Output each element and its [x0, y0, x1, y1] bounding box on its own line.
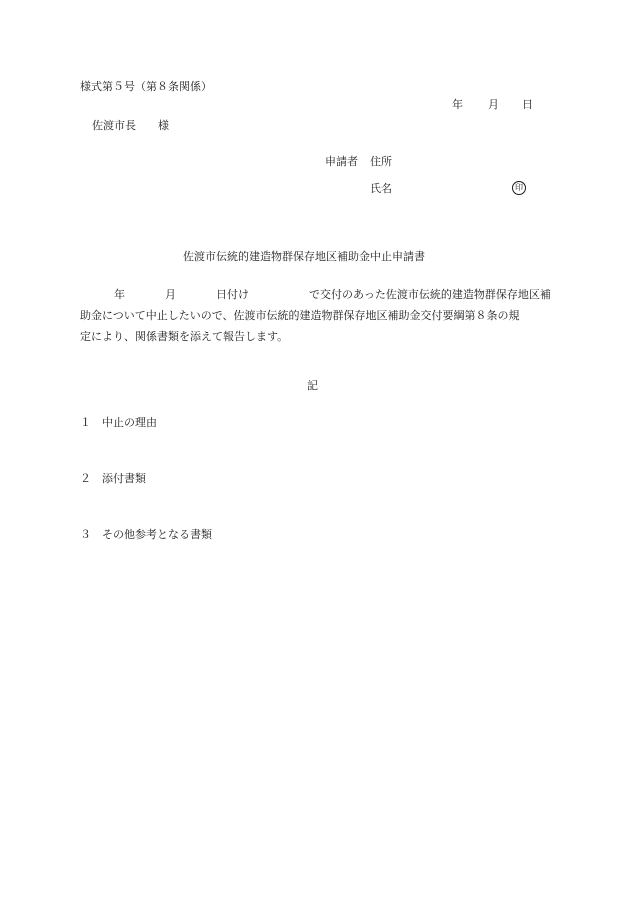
list-item — [80, 472, 146, 486]
list-item — [80, 528, 212, 542]
body-year-label: 年 — [114, 288, 125, 301]
applicant-label: 申請者 — [325, 155, 358, 168]
form-number: 様式第５号（第８条関係） — [80, 80, 212, 93]
ki-heading: 記 — [307, 379, 318, 392]
body-month-label: 月 — [165, 288, 176, 301]
date-month-label: 月 — [488, 98, 499, 111]
list-item-label: 添付書類 — [102, 472, 146, 485]
date-day-label: 日 — [522, 98, 533, 111]
addressee: 佐渡市長 様 — [92, 119, 169, 132]
list-item — [80, 416, 157, 430]
list-item-label: その他参考となる書類 — [102, 528, 212, 541]
list-item-number: １ — [80, 416, 91, 429]
list-item-number: ２ — [80, 472, 91, 485]
body-line-3: 定により、関係書類を添えて報告します。 — [80, 330, 289, 343]
list-item-number: ３ — [80, 528, 91, 541]
applicant-name-label: 氏名 — [370, 182, 392, 195]
body-paragraph — [80, 284, 550, 347]
body-line-1 — [80, 284, 550, 305]
body-line-2: 助金について中止したいので、佐渡市伝統的建造物群保存地区補助金交付要綱第８条の規 — [80, 309, 520, 322]
date-year-label: 年 — [452, 98, 463, 111]
applicant-address-label: 住所 — [370, 155, 392, 168]
seal-mark-icon: 印 — [512, 181, 526, 195]
body-line-1-text: で交付のあった佐渡市伝統的建造物群保存地区補 — [309, 288, 551, 301]
body-dated-label: 日付け — [216, 288, 249, 301]
document-title: 佐渡市伝統的建造物群保存地区補助金中止申請書 — [183, 250, 425, 263]
list-item-label: 中止の理由 — [102, 416, 157, 429]
